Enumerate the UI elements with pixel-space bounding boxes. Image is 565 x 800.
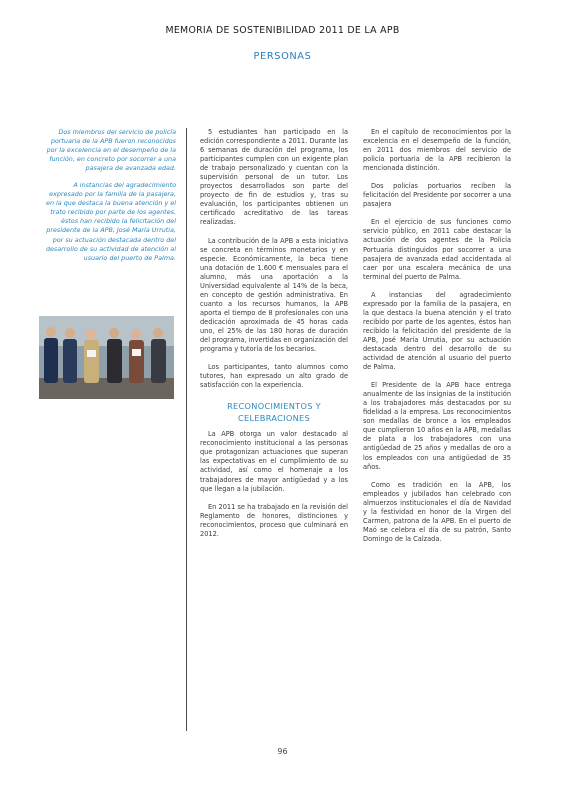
column-divider [186, 128, 187, 731]
body-paragraph: La contribución de la APB a esta iniciativa se concreta en términos monetarios y en especie. Económicamente, la beca tiene una dotación de 1.600 € mensuales para el alumno, más una aportación a la Universidad equivalente al 14% de la beca, en concepto de gestión administrativa. En cuanto a los recursos humanos, la APB aporta el tiempo de 8 profesionales con una dedicación aproximada de 45 horas cada uno, el 25% de las 180 horas de duración del programa, invertidas en organización del programa y tutoría de los becarios. [200, 236, 348, 354]
body-paragraph: La APB otorga un valor destacado al reconocimiento institucional a las personas que protagonizan actuaciones que superan las expectativas en el cumplimiento de su actividad, así como el homenaje a los trabajadores de mayor antigüedad y a los que llegan a la jubilación. [200, 430, 348, 493]
sidebar-paragraph: Dos miembros del servicio de policía portuaria de la APB fueron reconocidos por la excelencia en el desempeño de la función, en concreto por socorrer a una pasajera de avanzada edad. [46, 128, 176, 173]
subheading: RECONOCIMIENTOS Y CELEBRACIONES [227, 401, 321, 424]
body-paragraph: Como es tradición en la APB, los empleados y jubilados han celebrado con almuerzos institucionales el día de Navidad y la festividad en honor de la Virgen del Carmen, patrona de la APB. En el puerto de Maó se celebra el día de su patrón, Santo Domingo de la Calzada. [363, 480, 511, 543]
running-header: MEMORIA DE SOSTENIBILIDAD 2011 DE LA APB [165, 25, 400, 36]
section-title: PERSONAS [253, 51, 312, 62]
body-paragraph: Dos policías portuarios reciben la felicitación del Presidente por socorrer a una pasajera [363, 182, 511, 209]
body-paragraph: Los participantes, tanto alumnos como tutores, han expresado un alto grado de satisfacción con la experiencia. [200, 363, 348, 390]
text-column-right [363, 128, 511, 553]
body-paragraph: En 2011 se ha trabajado en la revisión del Reglamento de honores, distinciones y reconocimientos, proceso que culminará en 2012. [200, 502, 348, 538]
body-paragraph: En el ejercicio de sus funciones como servicio público, en 2011 cabe destacar la actuación de dos agentes de la Policía Portuaria distinguidos por socorrer a una pasajera de avanzada edad accidentada al caer por una escalera mecánica de una terminal del puerto de Palma. [363, 218, 511, 281]
body-paragraph: El Presidente de la APB hace entrega anualmente de las insignias de la institución a los trabajadores más destacados por su fidelidad a la empresa. Los reconocimientos son medallas de bronce a los empleados que cumplieron 10 años en la APB, medallas de plata a los trabajadores con una antigüedad de 25 años y medallas de oro a los empleados con una antigüedad de 35 años. [363, 381, 511, 471]
body-paragraph: A instancias del agradecimiento expresado por la familia de la pasajera, en la que destaca la buena atención y el trato recibido por parte de los agentes, éstos han recibido la felicitación del presidente de la APB, José María Urrutia, por su actuación destacada dentro del desarrollo de su actividad de atención al usuario del puerto de Palma. [363, 290, 511, 372]
body-paragraph: En el capítulo de reconocimientos por la excelencia en el desempeño de la función, en 2011 dos miembros del servicio de policía portuaria de la APB recibieron la mencionada distinción. [363, 128, 511, 173]
text-column-middle [200, 128, 348, 548]
sidebar-caption [44, 128, 176, 271]
sidebar-paragraph: A instancias del agradecimiento expresado por la familia de la pasajera, en la que destaca la buena atención y el trato recibido por parte de los agentes, éstos han recibido la felicitación del presidente de la APB, José María Urrutia, por su actuación destacada dentro del desarrollo de su actividad de atención al usuario del puerto de Palma. [45, 181, 176, 262]
body-paragraph: 5 estudiantes han participado en la edición correspondiente a 2011. Durante las 6 semanas de duración del programa, los participantes cumplen con un exigente plan de trabajo personalizado y cuentan con la supervisión personal de un tutor. Los proyectos desarrollados son parte del proyecto de fin de estudios y, tras su evaluación, los participantes obtienen un certificado acreditativo de las tareas realizadas. [200, 128, 348, 227]
page-number: 96 [277, 747, 288, 756]
award-ceremony-photo [39, 316, 174, 399]
